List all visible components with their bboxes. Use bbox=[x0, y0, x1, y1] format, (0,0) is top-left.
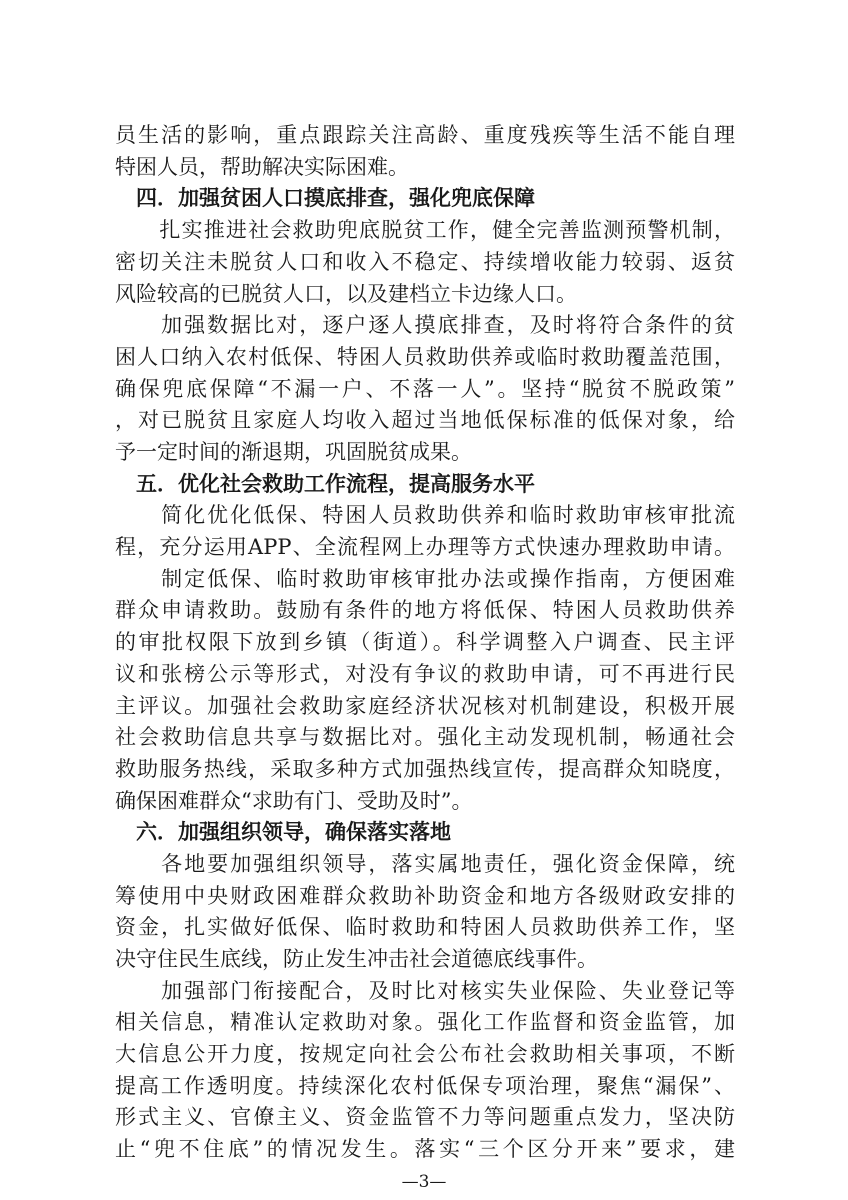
body-line: 特困人员，帮助解决实际困难。 bbox=[115, 155, 409, 179]
body-line: 加强部门衔接配合，及时比对核实失业保险、失业登记等 bbox=[115, 979, 735, 1003]
body-line: 群众申请救助。鼓励有条件的地方将低保、特困人员救助供养 bbox=[115, 598, 735, 622]
body-line: ，对已脱贫且家庭人均收入超过当地低保标准的低保对象，给 bbox=[115, 408, 735, 432]
body-line: 资金，扎实做好低保、临时救助和特困人员救助供养工作，坚 bbox=[115, 915, 735, 939]
body-line: 制定低保、临时救助审核审批办法或操作指南，方便困难 bbox=[115, 567, 735, 591]
body-line: 予一定时间的渐退期，巩固脱贫成果。 bbox=[115, 440, 472, 464]
body-line: 止“兜不住底”的情况发生。落实“三个区分开来”要求，建 bbox=[115, 1137, 735, 1161]
section-heading: 四．加强贫困人口摸底排查，强化兜底保障 bbox=[115, 186, 535, 210]
body-line: 密切关注未脱贫人口和收入不稳定、持续增收能力较弱、返贫 bbox=[115, 250, 735, 274]
body-line: 确保困难群众“求助有门、受助及时”。 bbox=[115, 789, 473, 813]
body-line: 程，充分运用APP、全流程网上办理等方式快速办理救助申请。 bbox=[115, 535, 735, 559]
body-line: 决守住民生底线，防止发生冲击社会道德底线事件。 bbox=[115, 947, 598, 971]
section-heading: 五．优化社会救助工作流程，提高服务水平 bbox=[115, 472, 535, 496]
body-line: 社会救助信息共享与数据比对。强化主动发现机制，畅通社会 bbox=[115, 725, 735, 749]
body-line: 主评议。加强社会救助家庭经济状况核对机制建设，积极开展 bbox=[115, 694, 735, 718]
body-line: 加强数据比对，逐户逐人摸底排查，及时将符合条件的贫 bbox=[115, 313, 735, 337]
body-line: 救助服务热线，采取多种方式加强热线宣传，提高群众知晓度， bbox=[115, 757, 735, 781]
body-line: 提高工作透明度。持续深化农村低保专项治理，聚焦“漏保”、 bbox=[115, 1074, 735, 1098]
section-heading: 六．加强组织领导，确保落实落地 bbox=[115, 820, 451, 844]
page-number: —3— bbox=[401, 1172, 447, 1192]
body-line: 员生活的影响，重点跟踪关注高龄、重度残疾等生活不能自理 bbox=[115, 123, 735, 147]
body-line: 简化优化低保、特困人员救助供养和临时救助审核审批流 bbox=[115, 503, 735, 527]
body-line: 的审批权限下放到乡镇（街道）。科学调整入户调查、民主评 bbox=[115, 630, 735, 654]
body-line: 困人口纳入农村低保、特困人员救助供养或临时救助覆盖范围， bbox=[115, 345, 735, 369]
body-line: 大信息公开力度，按规定向社会公布社会救助相关事项，不断 bbox=[115, 1042, 735, 1066]
body-line: 形式主义、官僚主义、资金监管不力等问题重点发力，坚决防 bbox=[115, 1105, 735, 1129]
body-line: 风险较高的已脱贫人口，以及建档立卡边缘人口。 bbox=[115, 282, 577, 306]
body-line: 议和张榜公示等形式，对没有争议的救助申请，可不再进行民 bbox=[115, 662, 735, 686]
body-line: 相关信息，精准认定救助对象。强化工作监督和资金监管，加 bbox=[115, 1010, 735, 1034]
body-line: 扎实推进社会救助兜底脱贫工作，健全完善监测预警机制， bbox=[115, 218, 735, 242]
body-line: 各地要加强组织领导，落实属地责任，强化资金保障，统 bbox=[115, 852, 735, 876]
body-line: 筹使用中央财政困难群众救助补助资金和地方各级财政安排的 bbox=[115, 884, 735, 908]
body-line: 确保兜底保障“不漏一户、不落一人”。坚持“脱贫不脱政策” bbox=[115, 377, 735, 401]
